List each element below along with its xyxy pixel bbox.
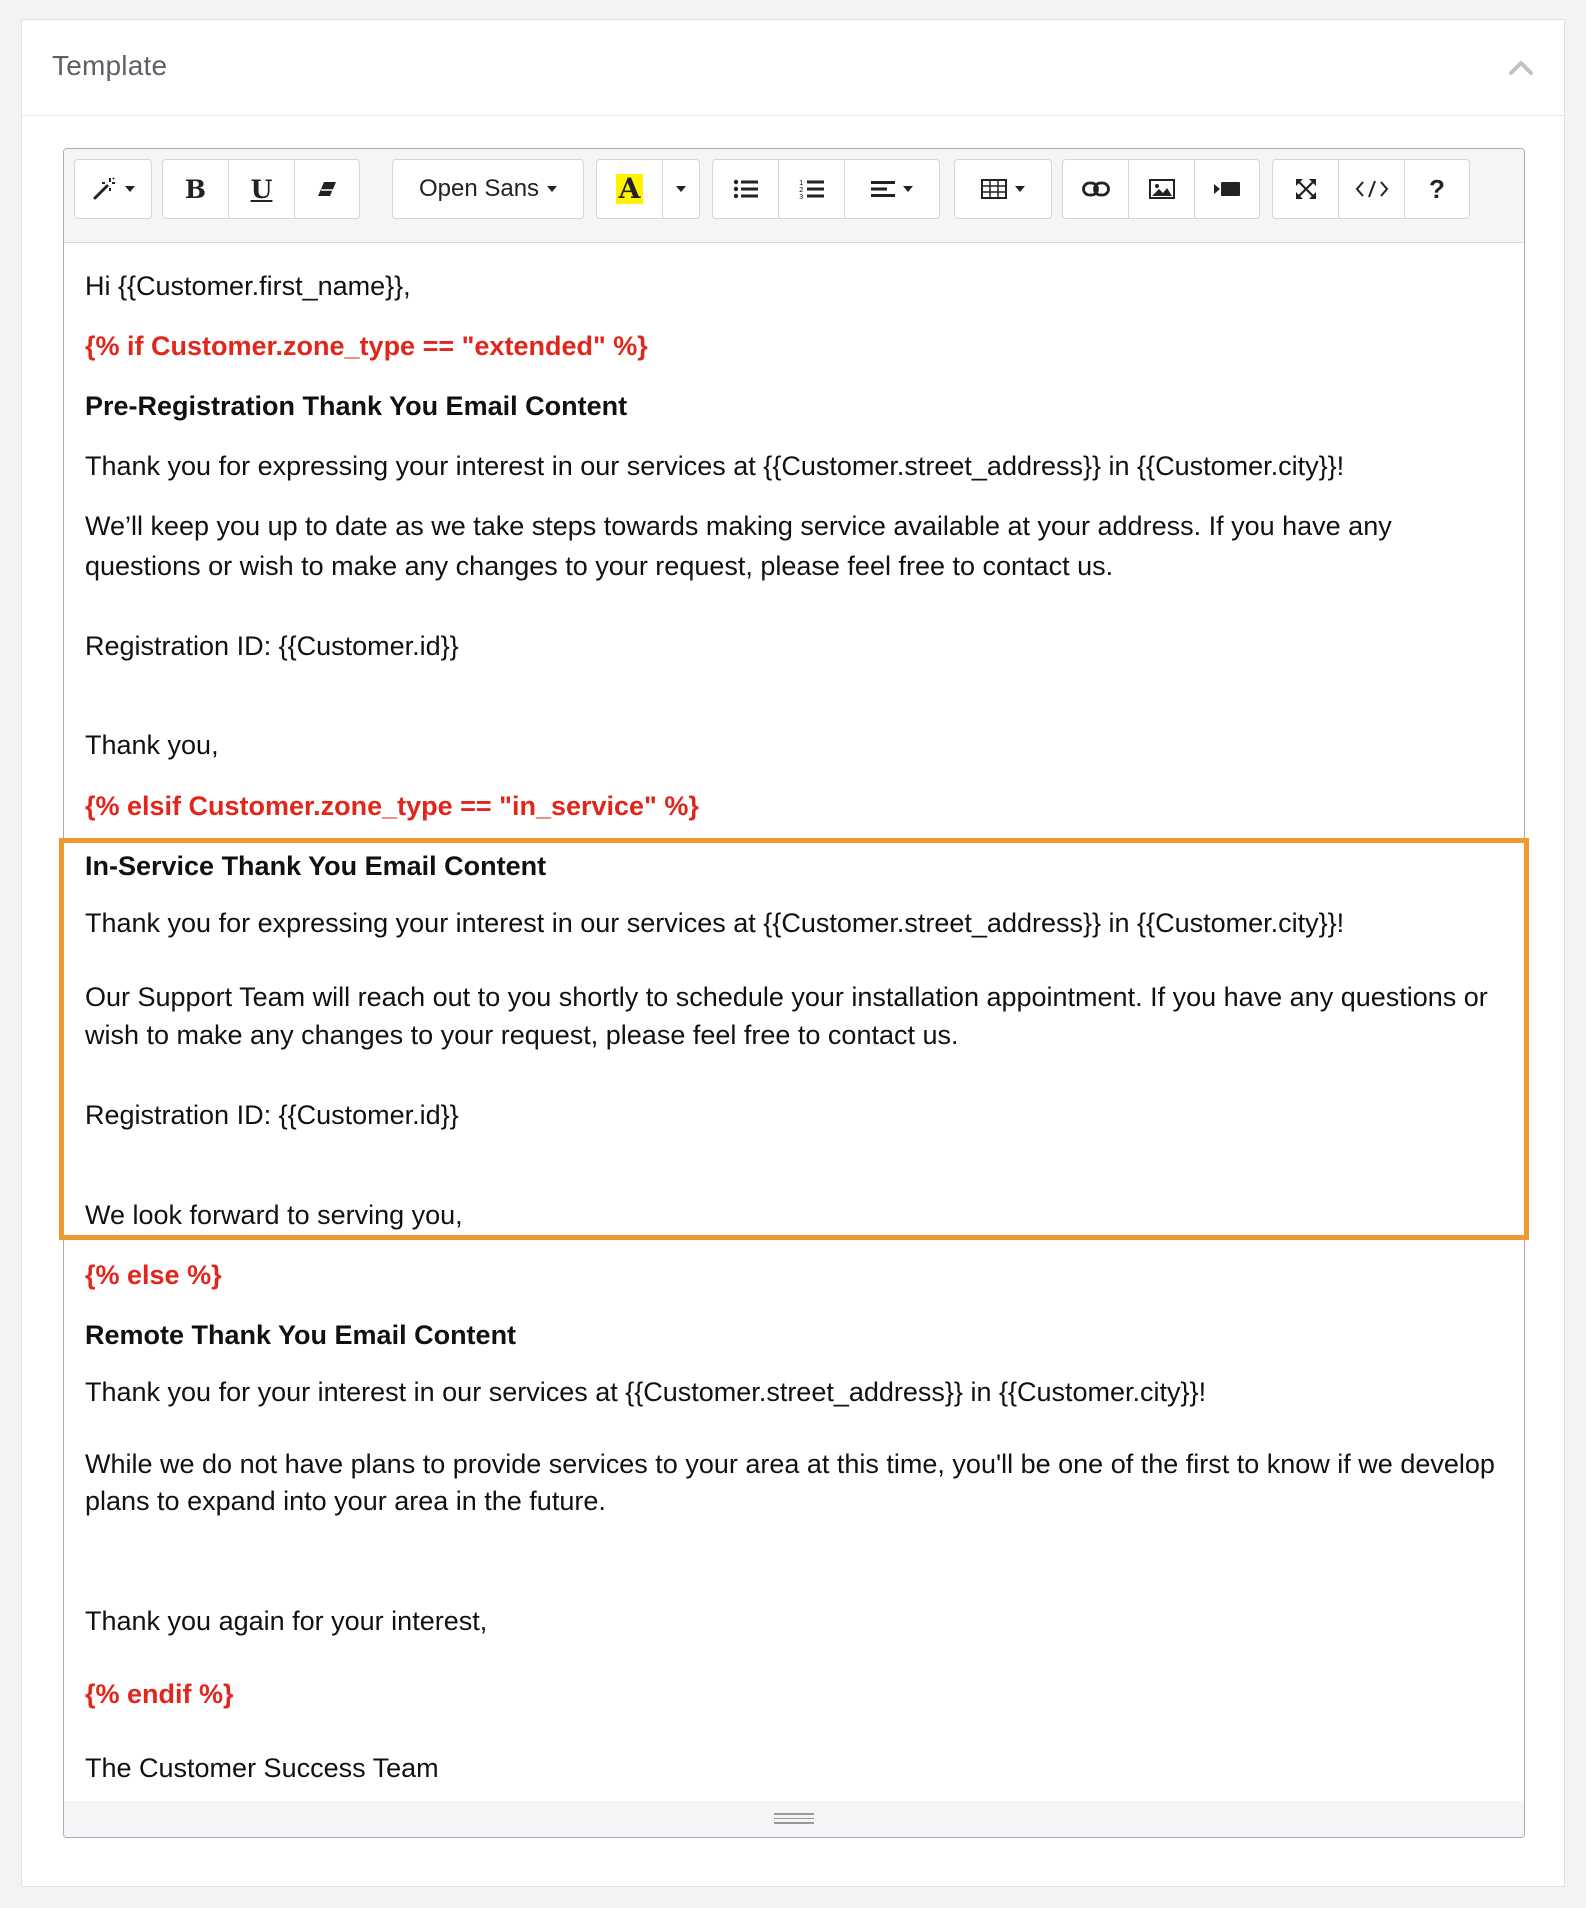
table-icon	[981, 179, 1007, 199]
bold-button[interactable]: B	[163, 160, 229, 218]
caret-down-icon	[1015, 186, 1025, 192]
eraser-icon	[316, 180, 338, 198]
bullet-list-icon	[733, 178, 759, 200]
insert-image-button[interactable]	[1129, 160, 1195, 218]
chevron-up-icon[interactable]	[1508, 58, 1534, 76]
in-service-id: Registration ID: {{Customer.id}}	[85, 1100, 459, 1130]
editor-content[interactable]	[64, 243, 1524, 1803]
ordered-list-button[interactable]	[779, 160, 845, 218]
pre-registration-thanks: Thank you for expressing your interest in our services at {{Customer.street_address}} in {{Customer.city}}!	[85, 451, 1345, 481]
fullscreen-button[interactable]	[1273, 160, 1339, 218]
panel-header[interactable]	[22, 20, 1564, 116]
pre-registration-signoff: Thank you,	[85, 730, 219, 760]
align-left-icon	[871, 179, 895, 199]
remote-heading: Remote Thank You Email Content	[85, 1320, 517, 1350]
code-icon	[1355, 179, 1389, 199]
editor-toolbar	[64, 149, 1524, 243]
video-icon	[1213, 180, 1241, 198]
image-icon	[1149, 179, 1175, 199]
remote-thanks: Thank you for your interest in our services at {{Customer.street_address}} in {{Customer.city}}!	[85, 1377, 1207, 1407]
elsif-tag-line: {% elsif Customer.zone_type == "in_service" %}	[85, 791, 699, 821]
font-family-dropdown[interactable]	[393, 160, 583, 218]
color-group	[596, 159, 700, 219]
template-panel	[21, 19, 1565, 1887]
in-service-heading: In-Service Thank You Email Content	[85, 851, 547, 881]
in-service-body: Our Support Team will reach out to you shortly to schedule your installation appointment. If you have any questions or wish to make any changes to your request, please feel free to contact us.	[85, 982, 1488, 1050]
insert-group	[1062, 159, 1260, 219]
caret-down-icon	[676, 186, 686, 192]
underline-button[interactable]: U	[229, 160, 295, 218]
in-service-signoff: We look forward to serving you,	[85, 1200, 463, 1230]
in-service-thanks: Thank you for expressing your interest in our services at {{Customer.street_address}} in {{Customer.city}}!	[85, 908, 1345, 938]
caret-down-icon	[547, 186, 557, 192]
style-dropdown-button[interactable]	[75, 160, 151, 218]
view-group	[1272, 159, 1470, 219]
pre-registration-id: Registration ID: {{Customer.id}}	[85, 631, 459, 661]
text-color-button[interactable]	[597, 160, 663, 218]
clear-format-button[interactable]	[295, 160, 359, 218]
endif-tag-line: {% endif %}	[85, 1679, 234, 1709]
pre-registration-body: We’ll keep you up to date as we take steps towards making service available at your address. If you have any questions or wish to make any changes to your request, please feel free to contact us.	[85, 511, 1392, 581]
caret-down-icon	[903, 186, 913, 192]
remote-signoff: Thank you again for your interest,	[85, 1606, 488, 1636]
font-group	[392, 159, 584, 219]
rich-text-editor	[63, 148, 1525, 1838]
svg-text:3: 3	[798, 193, 803, 200]
style-group	[74, 159, 152, 219]
code-view-button[interactable]	[1339, 160, 1405, 218]
editor-resize-handle[interactable]	[64, 1801, 1524, 1837]
link-icon	[1082, 181, 1110, 197]
greeting-line: Hi {{Customer.first_name}},	[85, 271, 411, 301]
insert-link-button[interactable]	[1063, 160, 1129, 218]
panel-title: Template	[52, 50, 168, 81]
svg-text:1: 1	[798, 179, 803, 187]
grip-icon	[774, 1813, 814, 1827]
else-tag-line: {% else %}	[85, 1260, 222, 1290]
magic-wand-icon	[91, 176, 117, 202]
font-family-label: Open Sans	[418, 175, 540, 202]
help-button[interactable]: ?	[1429, 173, 1445, 204]
color-a-label: A	[616, 174, 644, 204]
table-dropdown-button[interactable]	[955, 160, 1051, 218]
fullscreen-icon	[1295, 178, 1317, 200]
pre-registration-heading: Pre-Registration Thank You Email Content	[85, 391, 628, 421]
unordered-list-button[interactable]	[713, 160, 779, 218]
align-dropdown-button[interactable]	[845, 160, 939, 218]
svg-text:2: 2	[798, 186, 803, 194]
insert-video-button[interactable]	[1195, 160, 1259, 218]
paragraph-group	[712, 159, 940, 219]
color-dropdown-button[interactable]	[663, 160, 699, 218]
remote-body: While we do not have plans to provide services to your area at this time, you'll be one of the first to know if we develop plans to expand into your area in the future.	[85, 1449, 1495, 1516]
numbered-list-icon	[799, 178, 825, 200]
caret-down-icon	[125, 186, 135, 192]
table-group	[954, 159, 1052, 219]
if-tag-line: {% if Customer.zone_type == "extended" %}	[85, 331, 648, 361]
format-group	[162, 159, 360, 219]
team-signature: The Customer Success Team	[85, 1753, 439, 1783]
